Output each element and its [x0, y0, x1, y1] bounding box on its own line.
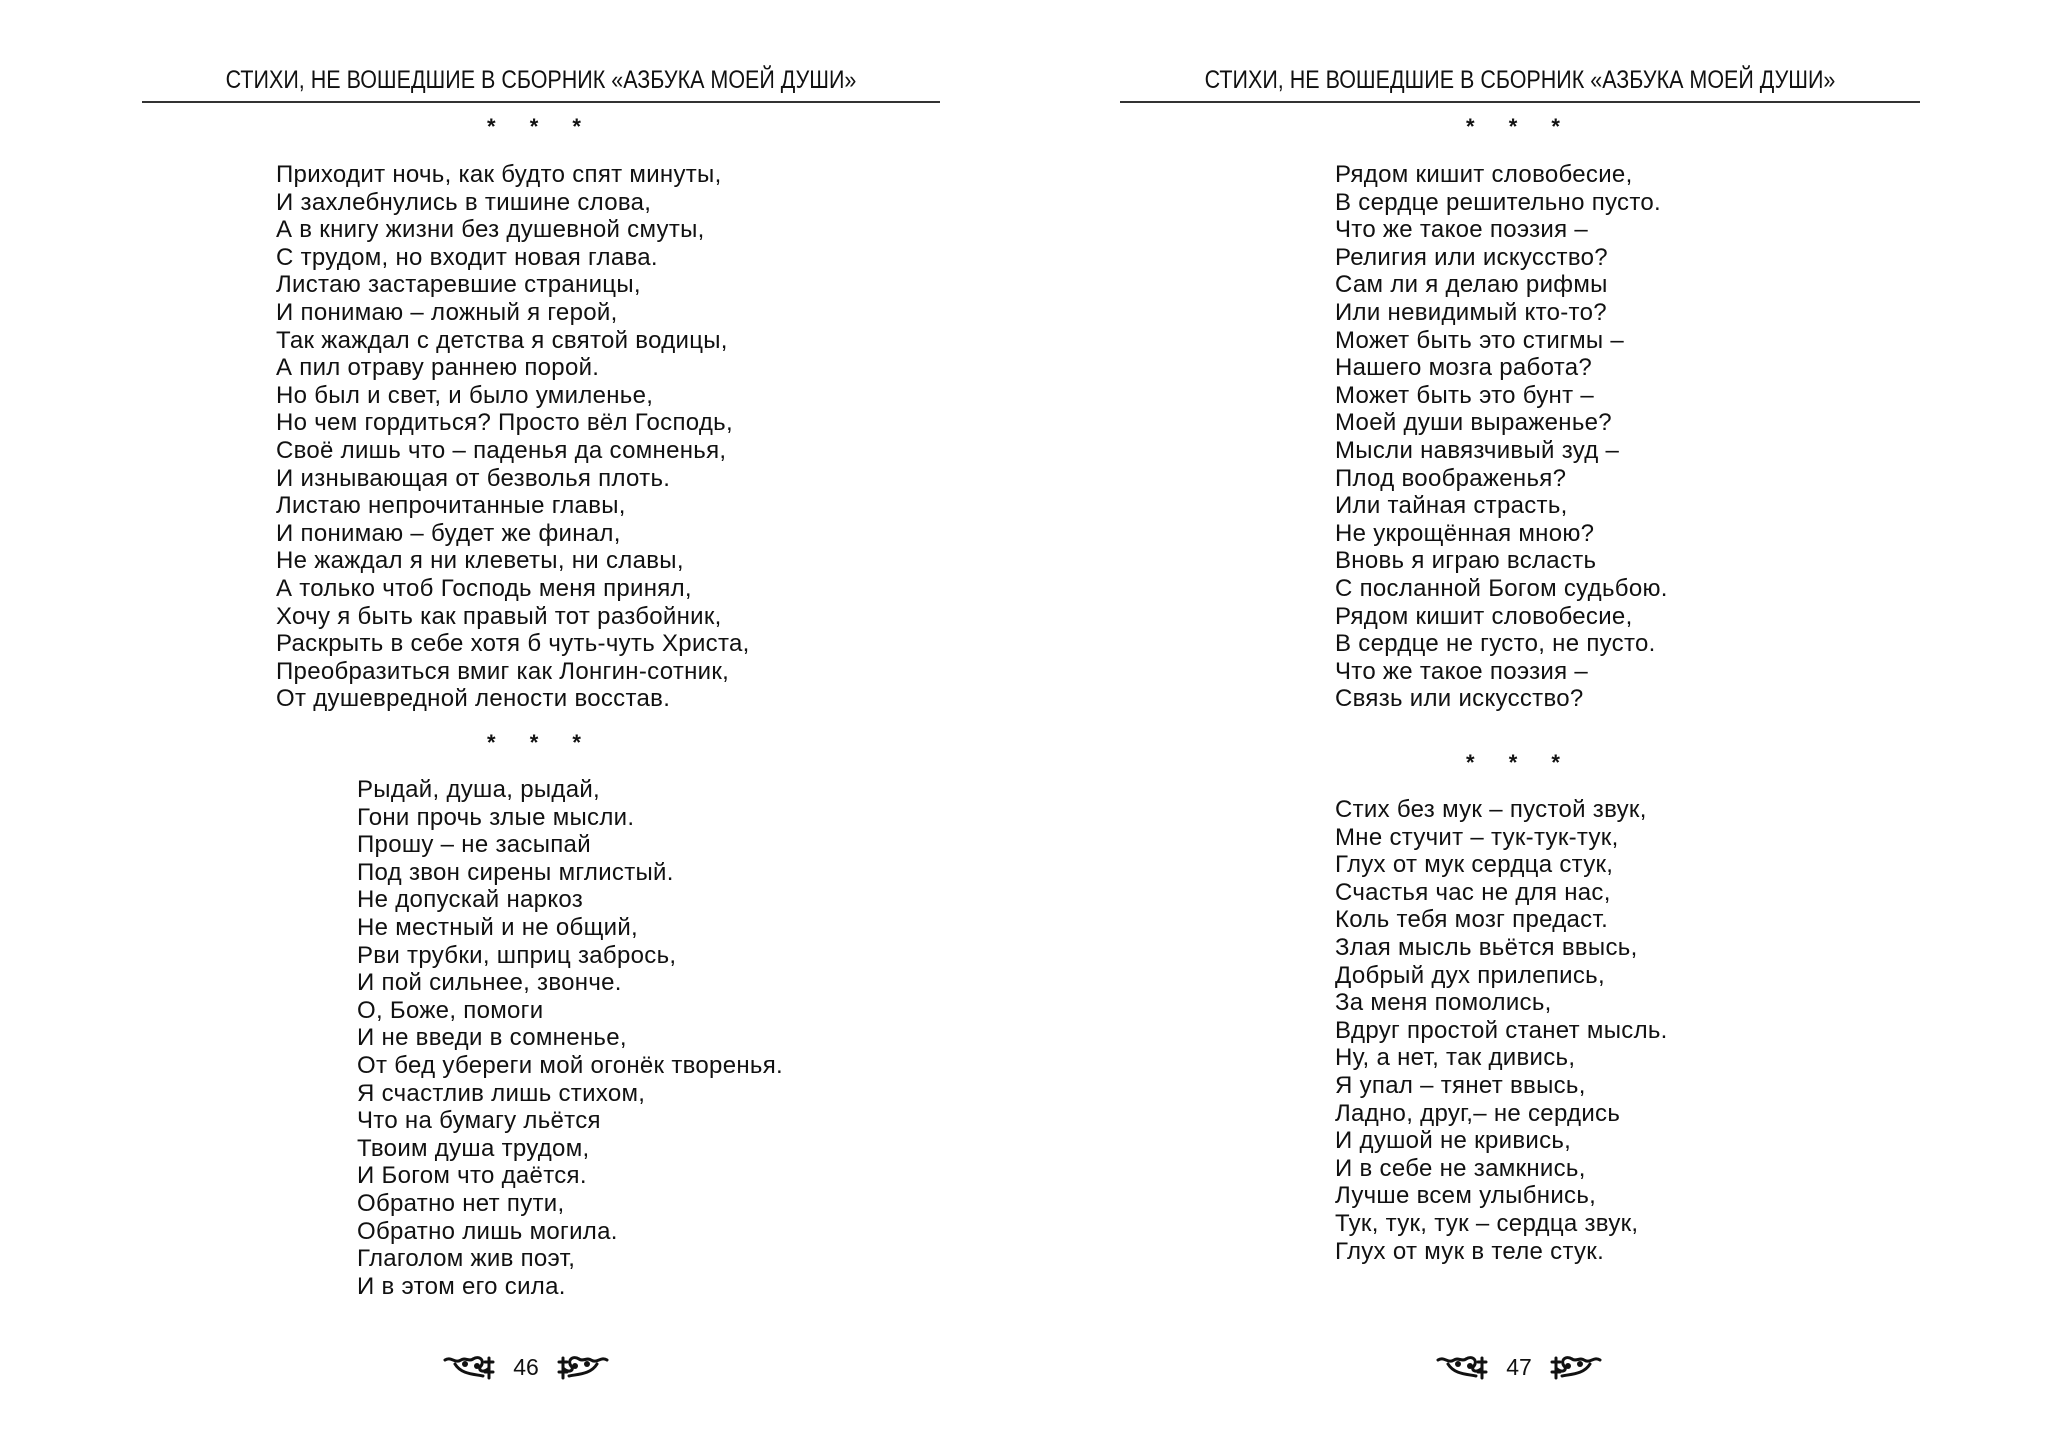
poem — [1335, 161, 1668, 713]
poem-separator: * * * — [1466, 750, 1574, 775]
poem — [276, 161, 750, 713]
poem-line: И в себе не замкнись, — [1335, 1154, 1586, 1182]
poem-line: Преобразиться вмиг как Лонгин-сотник, — [276, 657, 730, 685]
poem-separator: * * * — [487, 114, 595, 139]
poem-line: Твоим душа трудом, — [357, 1134, 590, 1162]
poem-line: С трудом, но входит новая глава. — [276, 243, 658, 271]
page-footer — [1118, 1352, 1920, 1382]
page-footer — [112, 1352, 940, 1382]
poem-line: Рви трубки, шприц забрось, — [357, 941, 677, 969]
left-page — [142, 0, 940, 1454]
poem-line: Приходит ночь, как будто спят минуты, — [276, 161, 722, 188]
poem-line: Вновь я играю всласть — [1335, 547, 1597, 575]
poem-line: Лучше всем улыбнись, — [1335, 1182, 1597, 1210]
poem-line: Что же такое поэзия – — [1335, 657, 1589, 685]
poem-line: И пой сильнее, звонче. — [357, 969, 622, 997]
poem-separator: * * * — [1466, 114, 1574, 139]
poem-line: Рядом кишит словобесие, — [1335, 602, 1633, 630]
poem-line: Злая мысль вьётся ввысь, — [1335, 933, 1638, 961]
poem-line: Добрый дух прилепись, — [1335, 961, 1605, 989]
poem-line: Хочу я быть как правый тот разбойник, — [276, 602, 722, 630]
poem-line: Глух от мук сердца стук, — [1335, 851, 1614, 879]
poem-line: Связь или искусство? — [1335, 685, 1584, 713]
poem-line: А в книгу жизни без душевной смуты, — [276, 216, 705, 244]
poem-line: Религия или искусство? — [1335, 243, 1608, 271]
poem-line: Что же такое поэзия – — [1335, 216, 1589, 244]
header-rule — [1120, 101, 1920, 103]
poem-line: За меня помолись, — [1335, 989, 1552, 1017]
poem-line: Мне стучит – тук-тук-тук, — [1335, 823, 1619, 851]
poem-line: Глух от мук в теле стук. — [1335, 1237, 1605, 1265]
poem-line: И понимаю – будет же финал, — [276, 519, 621, 547]
ornament-right-icon — [553, 1352, 609, 1382]
poem-line: Так жаждал с детства я святой водицы, — [276, 326, 728, 354]
poem-line: Рядом кишит словобесие, — [1335, 161, 1633, 188]
poem-line: Нашего мозга работа? — [1335, 354, 1593, 382]
poem-line: В сердце решительно пусто. — [1335, 188, 1661, 216]
poem-line: Или тайная страсть, — [1335, 492, 1568, 520]
poem-line: А только чтоб Господь меня принял, — [276, 574, 692, 602]
poem-line: Не укрощённая мною? — [1335, 519, 1595, 547]
poem-line: Но был и свет, и было умиленье, — [276, 381, 654, 409]
poem-line: С посланной Богом судьбою. — [1335, 574, 1668, 602]
poem-line: Своё лишь что – паденья да сомненья, — [276, 436, 727, 464]
right-page — [1120, 0, 1920, 1454]
poem-line: Рыдай, душа, рыдай, — [357, 776, 601, 803]
poem-line: Обратно лишь могила. — [357, 1217, 618, 1245]
poem-line: В сердце не густо, не пусто. — [1335, 630, 1656, 658]
poem-line: Раскрыть в себе хотя б чуть-чуть Христа, — [276, 630, 750, 658]
poem-line: Не местный и не общий, — [357, 913, 639, 941]
poem-line: И понимаю – ложный я герой, — [276, 298, 618, 326]
poem-line: А пил отраву раннею порой. — [276, 354, 600, 382]
header-rule — [142, 101, 940, 103]
poem-line: Гони прочь злые мысли. — [357, 803, 635, 831]
poem-line: Я счастлив лишь стихом, — [357, 1079, 646, 1107]
poem-line: И изнывающая от безволья плоть. — [276, 464, 671, 492]
poem-separator: * * * — [487, 730, 595, 755]
poem-line: О, Боже, помоги — [357, 996, 544, 1024]
poem-line: Плод воображенья? — [1335, 464, 1567, 492]
poem-line: Тук, тук, тук – сердца звук, — [1335, 1209, 1639, 1237]
poem-line: Не жаждал я ни клеветы, ни славы, — [276, 547, 684, 575]
page-number: 46 — [513, 1353, 539, 1380]
poem — [357, 776, 783, 1300]
poem-line: Что на бумагу льётся — [357, 1107, 601, 1135]
page-number: 47 — [1506, 1353, 1532, 1380]
poem-line: Стих без мук – пустой звук, — [1335, 796, 1647, 823]
poem-line: Моей души выраженье? — [1335, 409, 1612, 437]
poem-line: Я упал – тянет ввысь, — [1335, 1071, 1586, 1099]
poem-line: Вдруг простой станет мысль. — [1335, 1016, 1668, 1044]
ornament-left-icon — [443, 1352, 499, 1382]
poem-line: Листаю застаревшие страницы, — [276, 271, 641, 299]
poem-line: И захлебнулись в тишине слова, — [276, 188, 652, 216]
ornament-right-icon — [1546, 1352, 1602, 1382]
poem-line: Прошу – не засыпай — [357, 831, 591, 859]
poem-line: Сам ли я делаю рифмы — [1335, 271, 1608, 299]
running-head: СТИХИ, НЕ ВОШЕДШИЕ В СБОРНИК «АЗБУКА МОЕЙ ДУШИ» — [225, 66, 857, 94]
poem-line: Ну, а нет, так дивись, — [1335, 1044, 1576, 1072]
poem-line: И не введи в сомненье, — [357, 1024, 627, 1052]
poem-line: Или невидимый кто-то? — [1335, 298, 1607, 326]
poem-line: И Богом что даётся. — [357, 1162, 587, 1190]
poem-line: Может быть это бунт – — [1335, 381, 1595, 409]
poem-line: Глаголом жив поэт, — [357, 1245, 576, 1273]
poem-line: И душой не кривись, — [1335, 1127, 1572, 1155]
poem-line: Не допускай наркоз — [357, 886, 584, 914]
poem-line: И в этом его сила. — [357, 1272, 566, 1300]
running-head: СТИХИ, НЕ ВОШЕДШИЕ В СБОРНИК «АЗБУКА МОЕЙ ДУШИ» — [1204, 66, 1836, 94]
poem-line: Может быть это стигмы – — [1335, 326, 1625, 354]
poem-line: Листаю непрочитанные главы, — [276, 492, 626, 520]
poem-line: Ладно, друг,– не сердись — [1335, 1099, 1621, 1127]
poem-line: Счастья час не для нас, — [1335, 878, 1611, 906]
poem-line: Под звон сирены мглистый. — [357, 858, 674, 886]
poem-line: Но чем гордиться? Просто вёл Господь, — [276, 409, 733, 437]
poem-line: Мысли навязчивый зуд – — [1335, 436, 1620, 464]
ornament-left-icon — [1436, 1352, 1492, 1382]
poem-line: От бед убереги мой огонёк творенья. — [357, 1051, 783, 1079]
poem-line: Коль тебя мозг предаст. — [1335, 906, 1609, 934]
poem — [1335, 796, 1668, 1265]
poem-line: Обратно нет пути, — [357, 1189, 565, 1217]
poem-line: От душевредной лености восстав. — [276, 685, 671, 713]
